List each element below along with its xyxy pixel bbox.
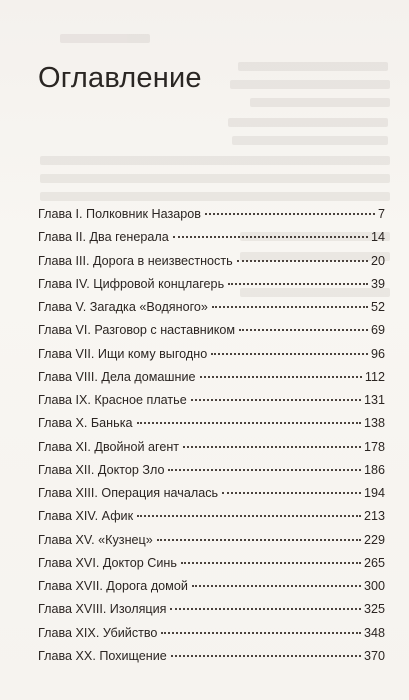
toc-entry-title: Глава II. Два генерала <box>38 230 169 245</box>
toc-entry[interactable] <box>38 416 385 439</box>
toc-entry-title: Глава VIII. Дела домашние <box>38 369 196 384</box>
toc-entry[interactable] <box>38 393 385 416</box>
toc-entry[interactable] <box>38 602 385 625</box>
toc-entry-page: 7 <box>377 207 385 221</box>
toc-entry-title: Глава XII. Доктор Зло <box>38 462 165 477</box>
toc-entry[interactable] <box>38 370 385 393</box>
toc-entry-page: 265 <box>363 555 385 570</box>
toc-entry-title: Глава V. Загадка «Водяного» <box>38 300 208 314</box>
dot-leader <box>211 353 368 355</box>
toc-entry-page: 348 <box>363 625 385 640</box>
toc-entry-page: 138 <box>363 416 385 431</box>
toc-entry[interactable] <box>38 556 385 579</box>
toc-entry-title: Глава X. Банька <box>38 416 133 431</box>
toc-entry[interactable] <box>38 533 385 556</box>
toc-entry-title: Глава XVIII. Изоляция <box>38 602 167 617</box>
dot-leader <box>200 376 362 378</box>
dot-leader <box>183 446 361 448</box>
dot-leader <box>192 585 361 587</box>
toc-entry-page: 325 <box>363 602 385 617</box>
toc-entry-page: 229 <box>363 532 385 547</box>
toc-entry[interactable] <box>38 347 385 370</box>
toc-list <box>38 207 385 672</box>
toc-entry-page: 131 <box>363 393 385 407</box>
toc-entry-title: Глава VI. Разговор с наставником <box>38 323 236 338</box>
toc-entry-title: Глава I. Полковник Назаров <box>38 207 201 221</box>
dot-leader <box>205 213 375 215</box>
toc-entry[interactable] <box>38 649 385 672</box>
toc-entry[interactable] <box>38 323 385 346</box>
toc-entry-title: Глава IV. Цифровой концлагерь <box>38 276 225 291</box>
dot-leader <box>228 283 368 285</box>
toc-heading: Оглавление <box>38 62 202 94</box>
toc-entry-page: 213 <box>363 509 385 524</box>
toc-entry-title: Глава XVI. Доктор Синь <box>38 555 177 570</box>
toc-entry-page: 69 <box>370 323 385 338</box>
dot-leader <box>191 399 361 401</box>
toc-entry-title: Глава XV. «Кузнец» <box>38 532 153 547</box>
toc-entry[interactable] <box>38 277 385 300</box>
toc-entry[interactable] <box>38 509 385 532</box>
dot-leader <box>181 562 361 564</box>
toc-entry-title: Глава XIV. Афик <box>38 509 134 524</box>
toc-entry-title: Глава XX. Похищение <box>38 648 167 663</box>
toc-entry[interactable] <box>38 440 385 463</box>
toc-entry[interactable] <box>38 463 385 486</box>
dot-leader <box>171 655 361 657</box>
toc-entry-page: 39 <box>370 276 385 291</box>
dot-leader <box>237 260 368 262</box>
dot-leader <box>173 236 368 238</box>
dot-leader <box>161 632 361 634</box>
toc-entry-page: 112 <box>364 369 385 384</box>
toc-entry[interactable] <box>38 254 385 277</box>
toc-entry-page: 194 <box>363 486 385 500</box>
dot-leader <box>137 515 361 517</box>
toc-entry-page: 52 <box>370 300 385 314</box>
dot-leader <box>222 492 361 494</box>
dot-leader <box>137 422 361 424</box>
toc-entry[interactable] <box>38 300 385 323</box>
toc-entry[interactable] <box>38 230 385 253</box>
toc-entry[interactable] <box>38 486 385 509</box>
toc-entry-title: Глава IX. Красное платье <box>38 393 187 407</box>
toc-entry-title: Глава XVII. Дорога домой <box>38 579 188 593</box>
toc-entry-title: Глава XI. Двойной агент <box>38 439 180 454</box>
toc-entry-page: 96 <box>370 346 385 361</box>
toc-entry-title: Глава III. Дорога в неизвестность <box>38 253 233 268</box>
toc-entry-page: 370 <box>363 648 385 663</box>
toc-entry-page: 14 <box>370 230 385 245</box>
toc-entry-page: 300 <box>363 579 385 593</box>
dot-leader <box>170 608 361 610</box>
toc-entry[interactable] <box>38 579 385 602</box>
dot-leader <box>168 469 361 471</box>
toc-entry-page: 178 <box>363 439 385 454</box>
toc-entry-title: Глава XIII. Операция началась <box>38 486 219 500</box>
toc-entry-page: 20 <box>370 253 385 268</box>
toc-entry-title: Глава XIX. Убийство <box>38 625 158 640</box>
toc-entry[interactable] <box>38 207 385 230</box>
dot-leader <box>157 539 361 541</box>
toc-entry[interactable] <box>38 626 385 649</box>
toc-entry-title: Глава VII. Ищи кому выгодно <box>38 346 208 361</box>
dot-leader <box>212 306 368 308</box>
dot-leader <box>239 329 368 331</box>
toc-entry-page: 186 <box>363 462 385 477</box>
